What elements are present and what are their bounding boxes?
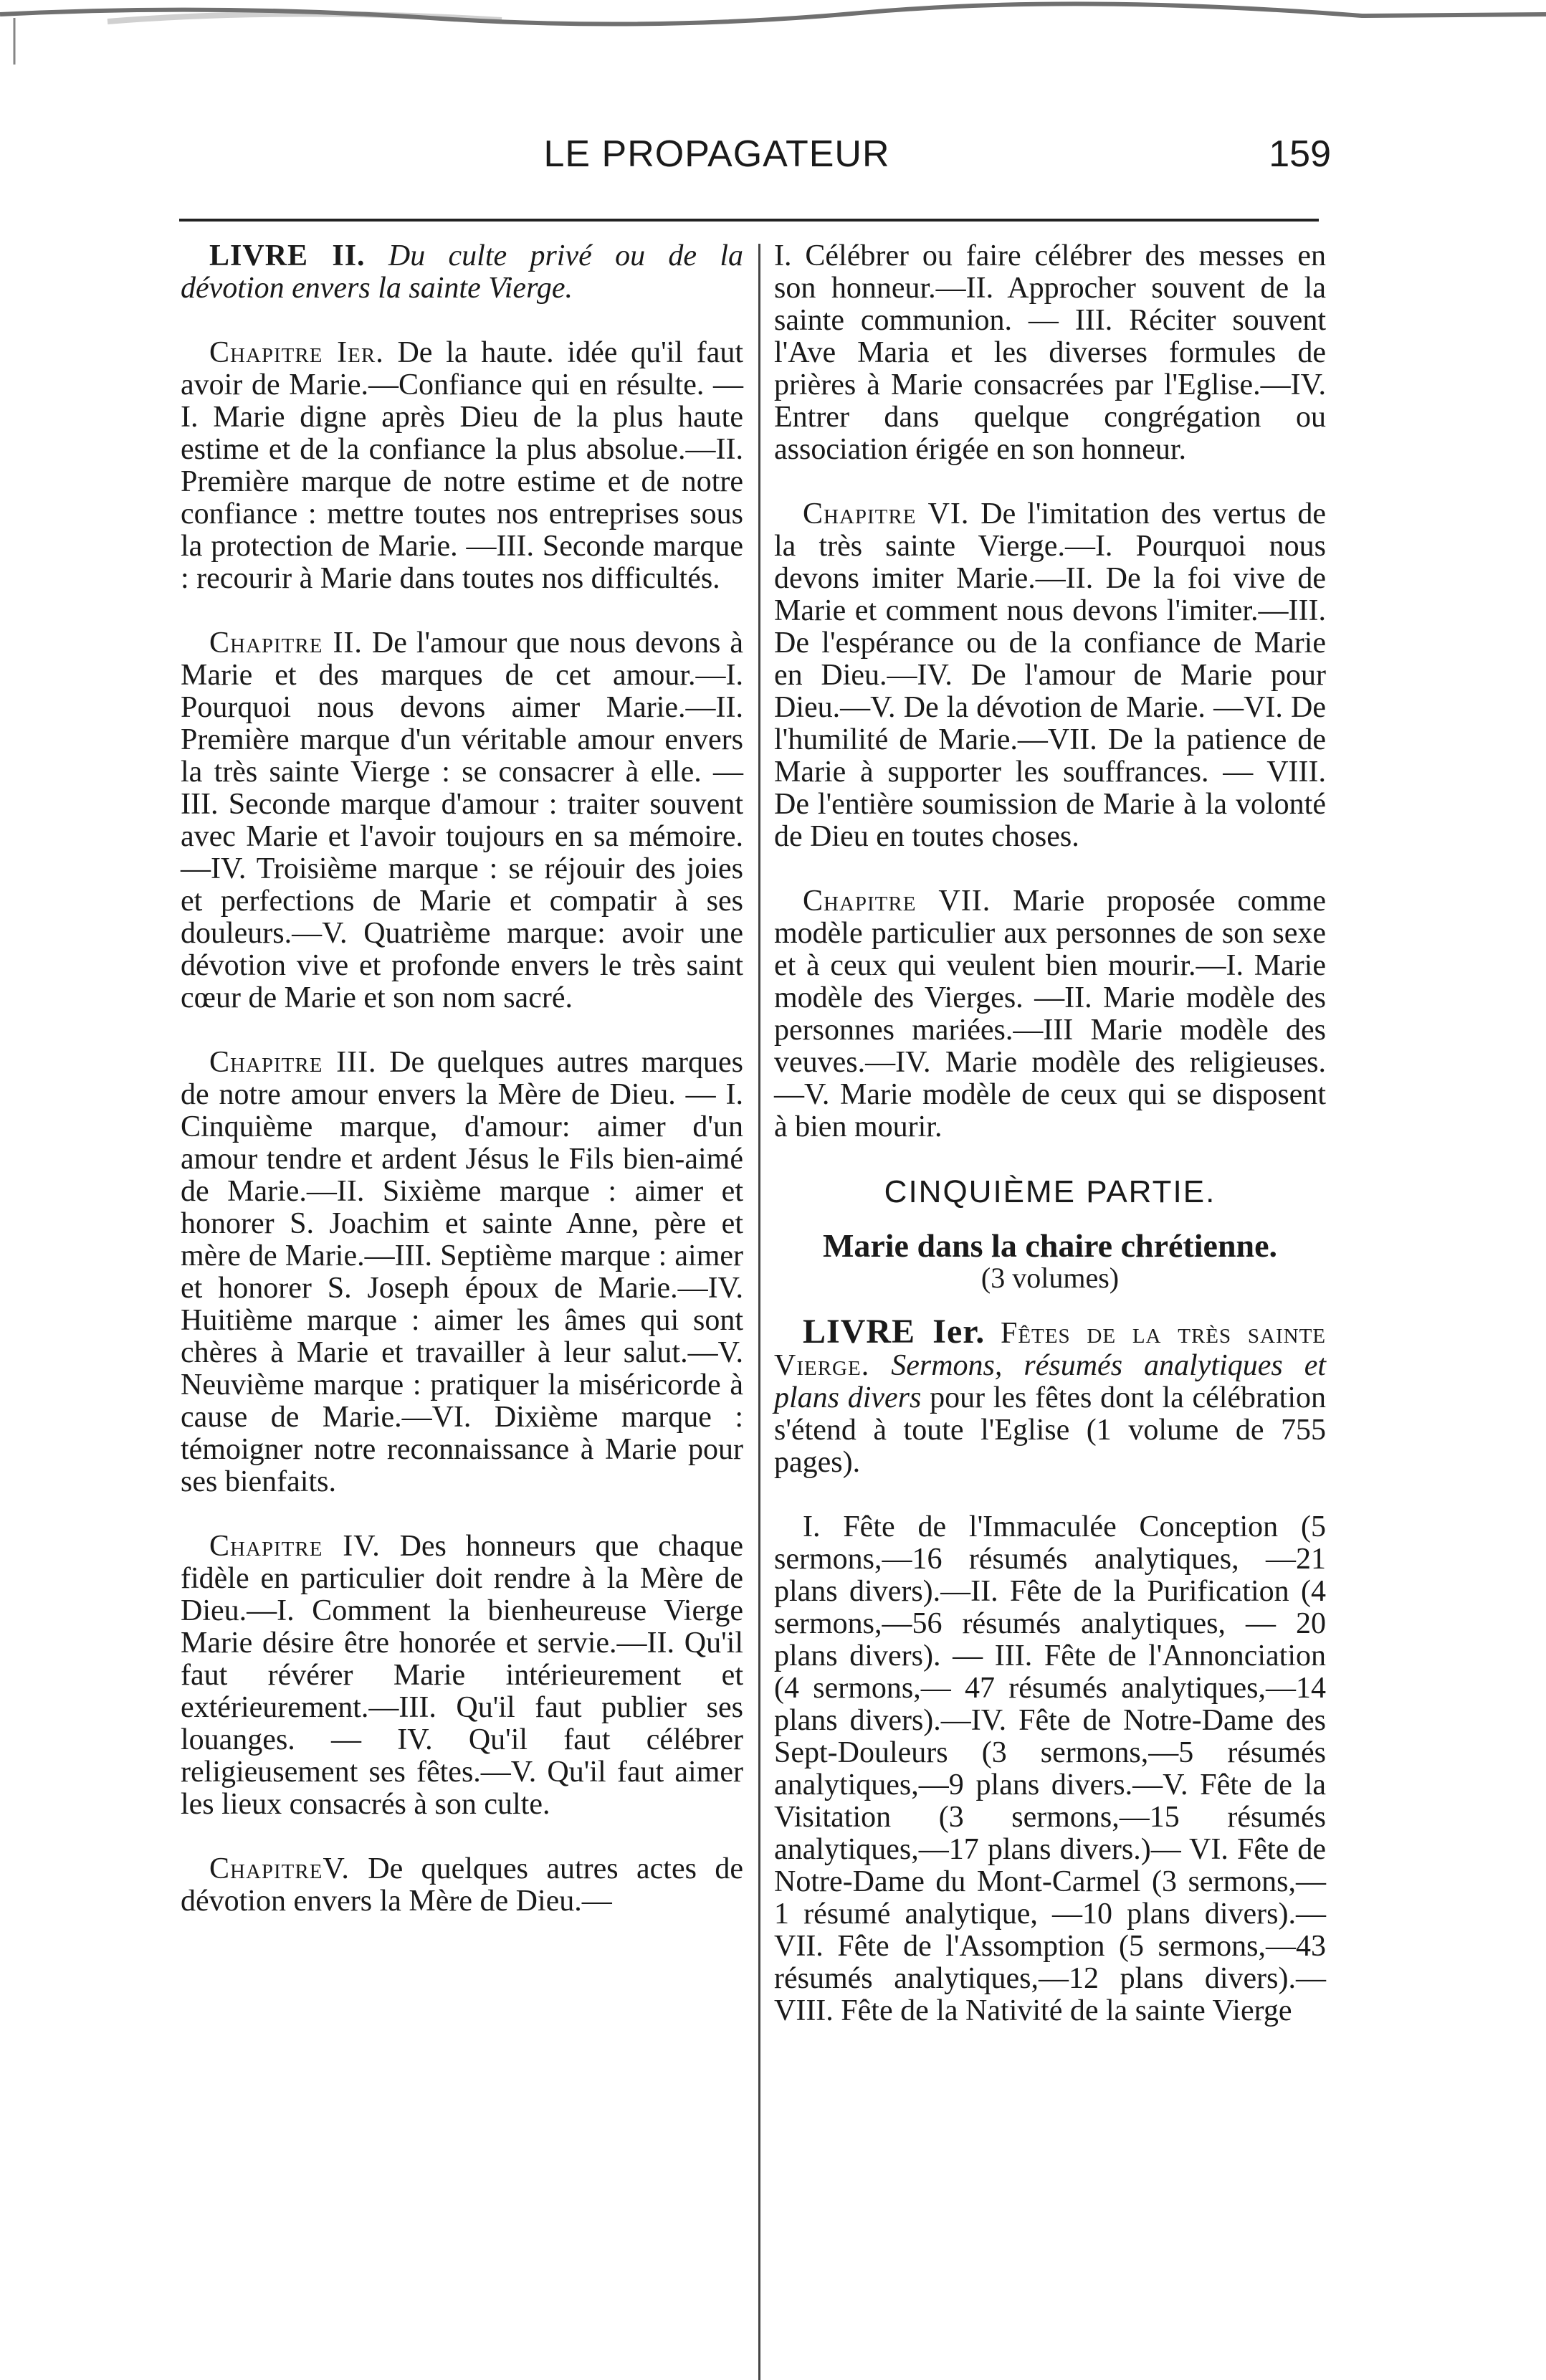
chapitre-label: Chapitre Ier.	[209, 336, 384, 369]
chapitre-text: De l'amour que nous devons à Marie et des marques de cet amour.—I. Pourquoi nous devons aimer Marie.—II. Première marque d'un véritable amour envers la très sainte Vierge : se consacrer à elle. —III. Seconde marque d'amour : traiter souvent avec Marie et l'avoir toujours en sa mémoire.—IV. Troisième marque : se réjouir des joies et perfections de Marie et compatir à ses douleurs.—V. Quatrième marque: avoir une dévotion vive et profonde envers le très saint cœur de Marie et son nom sacré.	[181, 627, 743, 1014]
left-column	[181, 240, 743, 1950]
part-title: CINQUIÈME PARTIE.	[884, 1174, 1216, 1209]
part-volumes: (3 volumes)	[980, 1262, 1120, 1294]
chapitre-text: Des honneurs que chaque fidèle en particulier doit rendre à la Mère de Dieu.—I. Comment la bienheureuse Vierge Marie désire être honorée et servie.—II. Qu'il faut révérer Marie intérieurement et extérieurement.—III. Qu'il faut publier ses louanges. — IV. Qu'il faut célébrer religieusement ses fêtes.—V. Qu'il faut aimer les lieux consacrés à son culte.	[181, 1530, 743, 1821]
scan-edge-noise	[0, 0, 1546, 65]
fetes-list: I. Fête de l'Immaculée Conception (5 sermons,—16 résumés analytiques, —21 plans divers).—II. Fête de la Purification (4 sermons,—56 résumés analytiques, — 20 plans divers). — III. Fête de l'Annonciation (4 sermons,— 47 résumés analytiques,—14 plans divers).—IV. Fête de Notre-Dame des Sept-Douleurs (3 sermons,—5 résumés analytiques,—9 plans divers.—V. Fête de la Visitation (3 sermons,—15 résumés analytiques,—17 plans divers.)— VI. Fête de Notre-Dame du Mont-Carmel (3 sermons,—1 résumé analytique, —10 plans divers).—VII. Fête de l'Assomption (5 sermons,—43 résumés analytiques,—12 plans divers).—VIII. Fête de la Nativité de la sainte Vierge	[774, 1510, 1326, 2027]
livre-label: LIVRE Ier.	[803, 1313, 986, 1351]
part-subtitle: Marie dans la chaire chrétienne.	[822, 1227, 1278, 1264]
chapitre-text: De la haute. idée qu'il faut avoir de Marie.—Confiance qui en résulte. — I. Marie digne après Dieu de la plus haute estime et de la confiance la plus absolue.—II. Première marque de notre estime et de notre confiance : mettre toutes nos entreprises sous la protection de Marie. —III. Seconde marque : recourir à Marie dans toutes nos difficultés.	[181, 336, 744, 595]
chapitre-text: De l'imitation des vertus de la très sainte Vierge.—I. Pourquoi nous devons imiter Marie.—II. De la foi vive de Marie et comment nous devons l'imiter.—III. De l'espérance ou de la confiance de Marie en Dieu.—IV. De l'amour de Marie pour Dieu.—V. De la dévotion de Marie. —VI. De l'humilité de Marie.—VII. De la patience de Marie à supporter les souffrances. — VIII. De l'entière soumission de Marie à la volonté de Dieu en toutes choses.	[774, 498, 1326, 853]
chapitre-1	[181, 337, 743, 595]
chapitre-text: Marie proposée comme modèle particulier aux personnes de son sexe et à ceux qui veulent bien mourir.—I. Marie modèle des Vierges. —II. Marie modèle des personnes mariées.—III Marie modèle des veuves.—IV. Marie modèle des religieuses.—V. Marie modèle de ceux qui se disposent à bien mourir.	[774, 885, 1326, 1143]
livre-smallcaps: Fêtes de la très sainte Vierge.	[774, 1317, 1327, 1382]
chapitre-5	[181, 1853, 743, 1918]
chapitre-text: De quelques autres marques de notre amour envers la Mère de Dieu. — I. Cinquième marque, d'amour: aimer d'un amour tendre et ardent Jésus le Fils bien-aimé de Marie.—II. Sixième marque : aimer et honorer S. Joachim et sainte Anne, père et mère de Marie.—III. Septième marque : aimer et honorer S. Joseph époux de Marie.—IV. Huitième marque : aimer les âmes qui sont chères à Marie et travailler à leur salut.—V. Neuvième marque : pratiquer la miséricorde à cause de Marie.—VI. Dixième marque : témoigner notre reconnaissance à Marie pour ses bienfaits.	[181, 1046, 743, 1498]
column-divider	[758, 244, 760, 2380]
livre-ii-heading	[181, 240, 743, 305]
chapitre-7	[774, 885, 1326, 1143]
livre-text: pour les fêtes dont la célébration s'étend à toute l'Eglise (1 volume de 755 pages).	[774, 1381, 1327, 1479]
chapitre-label: Chapitre VII.	[803, 885, 991, 918]
page-number: 159	[1269, 133, 1331, 175]
livre-italic: Sermons, résumés analytiques et plans divers	[774, 1349, 1326, 1414]
header-rule	[179, 219, 1319, 222]
chapitre-text: De quelques autres actes de dévotion envers la Mère de Dieu.—	[181, 1852, 744, 1918]
chapitre-label: Chapitre VI.	[803, 498, 970, 530]
livre-label: LIVRE II.	[209, 239, 366, 272]
chapitre-5-continuation: I. Célébrer ou faire célébrer des messes en son honneur.—II. Approcher souvent de la sainte communion. — III. Réciter souvent l'Ave Maria et les diverses formules de prières à Marie consacrées par l'Eglise.—IV. Entrer dans quelque congrégation ou association érigée en son honneur.	[774, 239, 1326, 466]
chapitre-label: Chapitre II.	[209, 627, 363, 660]
chapitre-2	[181, 627, 743, 1014]
chapitre-label: ChapitreV.	[209, 1852, 350, 1885]
chapitre-label: Chapitre III.	[209, 1046, 377, 1079]
chapitre-label: Chapitre IV.	[209, 1530, 381, 1563]
livre-title: Du culte privé ou de la dévotion envers la sainte Vierge.	[181, 239, 744, 305]
running-title: LE PROPAGATEUR	[543, 133, 890, 175]
chapitre-3	[181, 1047, 743, 1498]
chapitre-4	[181, 1531, 743, 1821]
chapitre-6	[774, 498, 1326, 853]
right-column	[774, 240, 1326, 2060]
livre-i-heading	[774, 1315, 1326, 1479]
